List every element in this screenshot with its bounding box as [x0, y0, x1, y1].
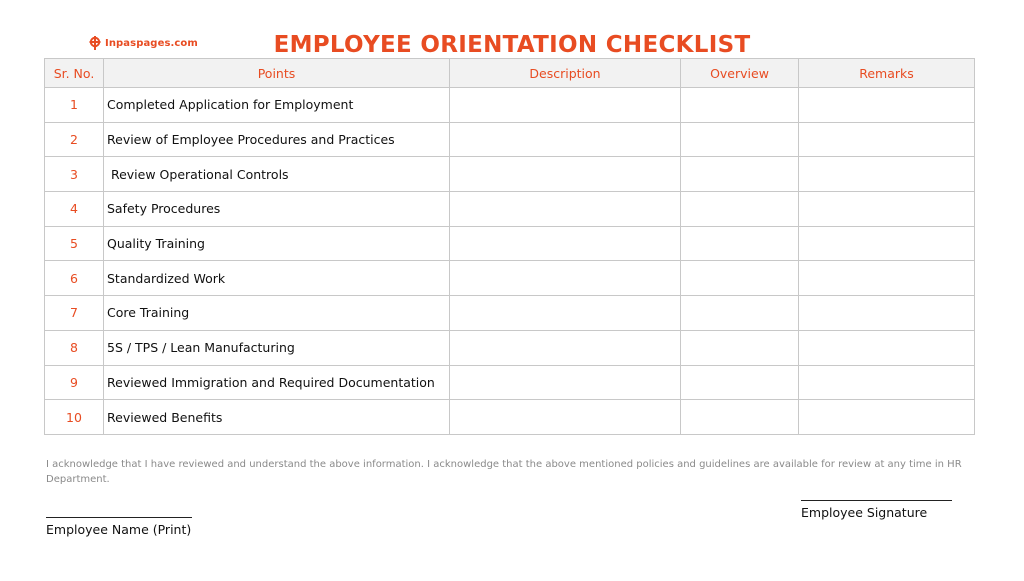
employee-name-line: [46, 517, 192, 518]
acknowledgement-text: I acknowledge that I have reviewed and understand the above information. I acknowledge that the above mentioned policies and guidelines are available for review at any time in HR Department.: [46, 459, 962, 485]
row-remarks: [799, 157, 975, 192]
table-row: [45, 192, 975, 227]
row-number: 7: [45, 296, 104, 331]
row-description: [450, 296, 681, 331]
row-description: [450, 330, 681, 365]
table-row: [45, 226, 975, 261]
row-point: Quality Training: [104, 226, 450, 261]
row-point: Review Operational Controls: [104, 157, 450, 192]
row-point: 5S / TPS / Lean Manufacturing: [104, 330, 450, 365]
table-row: [45, 365, 975, 400]
row-number: 6: [45, 261, 104, 296]
row-point: Completed Application for Employment: [104, 88, 450, 123]
header-points: Points: [104, 59, 450, 88]
orientation-checklist-table: [44, 58, 975, 435]
table-row: [45, 88, 975, 123]
row-description: [450, 400, 681, 435]
table-row: [45, 330, 975, 365]
row-description: [450, 192, 681, 227]
row-number: 10: [45, 400, 104, 435]
row-description: [450, 365, 681, 400]
row-remarks: [799, 226, 975, 261]
row-remarks: [799, 400, 975, 435]
row-overview: [681, 400, 799, 435]
row-number: 9: [45, 365, 104, 400]
table-row: [45, 261, 975, 296]
page-title: EMPLOYEE ORIENTATION CHECKLIST: [273, 32, 751, 58]
row-number: 2: [45, 122, 104, 157]
row-description: [450, 122, 681, 157]
employee-signature-line: [801, 500, 952, 501]
row-overview: [681, 88, 799, 123]
row-number: 5: [45, 226, 104, 261]
row-remarks: [799, 192, 975, 227]
table-header-row: [45, 59, 975, 88]
row-remarks: [799, 330, 975, 365]
row-remarks: [799, 122, 975, 157]
row-overview: [681, 365, 799, 400]
row-remarks: [799, 88, 975, 123]
table-row: [45, 122, 975, 157]
row-number: 4: [45, 192, 104, 227]
row-description: [450, 88, 681, 123]
row-overview: [681, 157, 799, 192]
row-overview: [681, 261, 799, 296]
table-row: [45, 157, 975, 192]
row-point: Standardized Work: [104, 261, 450, 296]
row-point: Reviewed Benefits: [104, 400, 450, 435]
row-point: Safety Procedures: [104, 192, 450, 227]
header-description: Description: [450, 59, 681, 88]
logo-text: Inpaspages.com: [105, 37, 198, 49]
header-sr-no: Sr. No.: [45, 59, 104, 88]
row-overview: [681, 296, 799, 331]
row-overview: [681, 122, 799, 157]
row-remarks: [799, 261, 975, 296]
row-number: 3: [45, 157, 104, 192]
row-remarks: [799, 296, 975, 331]
row-point: Review of Employee Procedures and Practices: [104, 122, 450, 157]
row-description: [450, 261, 681, 296]
row-number: 1: [45, 88, 104, 123]
row-remarks: [799, 365, 975, 400]
table-row: [45, 400, 975, 435]
row-description: [450, 226, 681, 261]
header-remarks: Remarks: [799, 59, 975, 88]
row-number: 8: [45, 330, 104, 365]
row-overview: [681, 226, 799, 261]
employee-signature-label: Employee Signature: [801, 505, 928, 520]
row-point: Core Training: [104, 296, 450, 331]
table-row: [45, 296, 975, 331]
employee-name-label: Employee Name (Print): [46, 522, 192, 537]
row-overview: [681, 192, 799, 227]
row-description: [450, 157, 681, 192]
row-point: Reviewed Immigration and Required Documentation: [104, 365, 450, 400]
row-overview: [681, 330, 799, 365]
header-overview: Overview: [681, 59, 799, 88]
